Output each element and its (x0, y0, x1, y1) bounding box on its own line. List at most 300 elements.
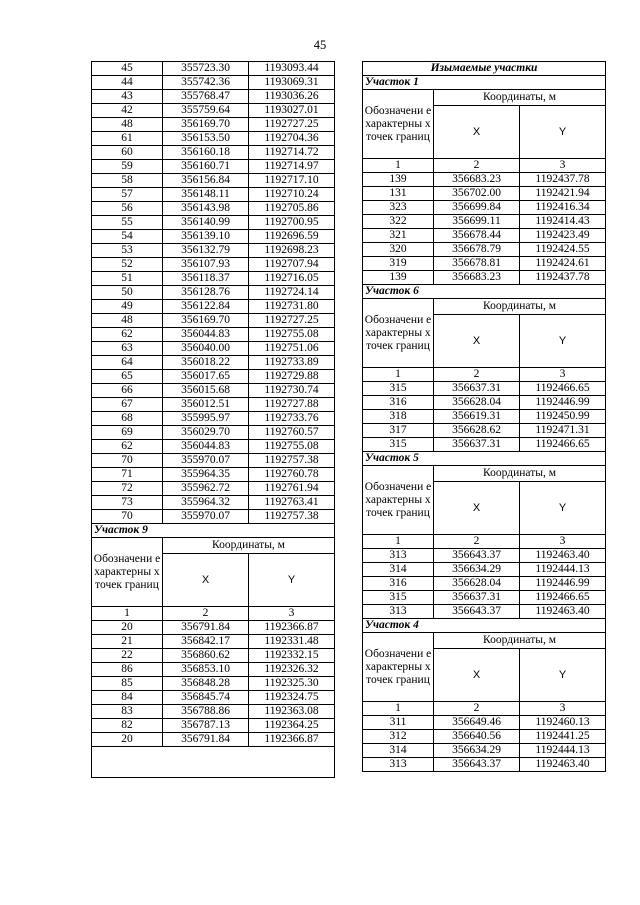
section-title: Участок 4 (363, 619, 606, 633)
coordinates-header: Координаты, м (163, 538, 335, 554)
column-number-row (363, 159, 606, 173)
table-row (92, 62, 335, 76)
x-coordinate-cell: 356637.31 (434, 382, 520, 396)
x-coordinate-cell: 356702.00 (434, 187, 520, 201)
y-coordinate-cell: 1192460.13 (520, 716, 606, 730)
x-coordinate-cell: 356169.70 (163, 314, 249, 328)
y-coordinate-cell: 1192326.32 (249, 663, 335, 677)
table-row (92, 454, 335, 468)
x-coordinate-cell: 356640.56 (434, 730, 520, 744)
y-coordinate-cell: 1192714.72 (249, 146, 335, 160)
x-header: X (163, 554, 249, 607)
x-coordinate-cell: 356139.10 (163, 230, 249, 244)
y-header: Y (520, 315, 606, 368)
table-row (92, 510, 335, 524)
point-number-cell: 60 (92, 146, 163, 160)
y-coordinate-cell: 1192466.65 (520, 591, 606, 605)
table-row (92, 635, 335, 649)
page-number: 45 (313, 38, 327, 52)
column-number: 3 (520, 535, 606, 549)
y-header: Y (520, 649, 606, 702)
x-coordinate-cell: 356044.83 (163, 328, 249, 342)
table-row (92, 398, 335, 412)
x-coordinate-cell: 356018.22 (163, 356, 249, 370)
point-number-cell: 322 (363, 215, 434, 229)
point-number-cell: 42 (92, 104, 163, 118)
designation-header: Обозначени е характерны х точек границ (363, 466, 434, 535)
table-row (92, 482, 335, 496)
y-coordinate-cell: 1193027.01 (249, 104, 335, 118)
point-number-cell: 48 (92, 118, 163, 132)
x-coordinate-cell: 356637.31 (434, 591, 520, 605)
point-number-cell: 68 (92, 412, 163, 426)
x-coordinate-cell: 356678.81 (434, 257, 520, 271)
x-coordinate-cell: 356118.37 (163, 272, 249, 286)
y-coordinate-cell: 1192363.08 (249, 705, 335, 719)
table-row (92, 230, 335, 244)
x-coordinate-cell: 356634.29 (434, 563, 520, 577)
table-row (363, 229, 606, 243)
point-number-cell: 65 (92, 370, 163, 384)
x-coordinate-cell: 356787.13 (163, 719, 249, 733)
y-coordinate-cell: 1192332.15 (249, 649, 335, 663)
point-number-cell: 62 (92, 328, 163, 342)
table-row (92, 677, 335, 691)
x-coordinate-cell: 355759.64 (163, 104, 249, 118)
point-number-cell: 66 (92, 384, 163, 398)
header-row (363, 633, 606, 649)
y-coordinate-cell: 1192446.99 (520, 396, 606, 410)
table-row (92, 118, 335, 132)
y-coordinate-cell: 1192696.59 (249, 230, 335, 244)
point-number-cell: 21 (92, 635, 163, 649)
point-number-cell: 314 (363, 744, 434, 758)
column-number: 2 (434, 702, 520, 716)
point-number-cell: 131 (363, 187, 434, 201)
section-title: Участок 5 (363, 452, 606, 466)
table-row (92, 146, 335, 160)
point-number-cell: 69 (92, 426, 163, 440)
column-number-row (92, 607, 335, 621)
point-number-cell: 86 (92, 663, 163, 677)
y-coordinate-cell: 1192423.49 (520, 229, 606, 243)
table-row (363, 758, 606, 772)
table-row (363, 577, 606, 591)
left-coordinates-table (91, 61, 335, 778)
section-title: Участок 1 (363, 76, 606, 90)
y-header: Y (520, 106, 606, 159)
column-number: 3 (520, 159, 606, 173)
table-title-row (363, 62, 606, 76)
point-number-cell: 85 (92, 677, 163, 691)
x-coordinate-cell: 356132.79 (163, 244, 249, 258)
x-coordinate-cell: 356153.50 (163, 132, 249, 146)
x-header: X (434, 106, 520, 159)
y-coordinate-cell: 1192716.05 (249, 272, 335, 286)
point-number-cell: 51 (92, 272, 163, 286)
table-row (363, 424, 606, 438)
table-row (92, 132, 335, 146)
y-coordinate-cell: 1192331.48 (249, 635, 335, 649)
x-coordinate-cell: 356017.65 (163, 370, 249, 384)
point-number-cell: 316 (363, 577, 434, 591)
y-coordinate-cell: 1192707.94 (249, 258, 335, 272)
x-coordinate-cell: 356643.37 (434, 758, 520, 772)
table-row (92, 300, 335, 314)
x-coordinate-cell: 355995.97 (163, 412, 249, 426)
column-number: 2 (434, 368, 520, 382)
x-coordinate-cell: 356699.84 (434, 201, 520, 215)
y-coordinate-cell: 1192755.08 (249, 328, 335, 342)
x-coordinate-cell: 356107.93 (163, 258, 249, 272)
y-coordinate-cell: 1192450.99 (520, 410, 606, 424)
point-number-cell: 312 (363, 730, 434, 744)
point-number-cell: 22 (92, 649, 163, 663)
x-coordinate-cell: 356628.04 (434, 577, 520, 591)
x-coordinate-cell: 356678.79 (434, 243, 520, 257)
column-number: 2 (434, 535, 520, 549)
point-number-cell: 50 (92, 286, 163, 300)
table-row (92, 691, 335, 705)
table-row (92, 705, 335, 719)
x-coordinate-cell: 356156.84 (163, 174, 249, 188)
designation-header: Обозначени е характерны х точек границ (92, 538, 163, 607)
x-coordinate-cell: 356012.51 (163, 398, 249, 412)
table-row (92, 719, 335, 733)
empty-cell (92, 747, 335, 778)
table-row (92, 174, 335, 188)
y-coordinate-cell: 1192424.55 (520, 243, 606, 257)
table-row (363, 257, 606, 271)
x-coordinate-cell: 355723.30 (163, 62, 249, 76)
table-row (92, 440, 335, 454)
coordinates-header: Координаты, м (434, 633, 606, 649)
table-row (92, 216, 335, 230)
column-number-row (363, 702, 606, 716)
point-number-cell: 52 (92, 258, 163, 272)
section-title-row (363, 619, 606, 633)
y-coordinate-cell: 1192761.94 (249, 482, 335, 496)
y-coordinate-cell: 1192416.34 (520, 201, 606, 215)
x-coordinate-cell: 356628.62 (434, 424, 520, 438)
table-row (92, 468, 335, 482)
point-number-cell: 43 (92, 90, 163, 104)
x-coordinate-cell: 356853.10 (163, 663, 249, 677)
column-number: 3 (249, 607, 335, 621)
y-coordinate-cell: 1192763.41 (249, 496, 335, 510)
table-row (92, 496, 335, 510)
y-coordinate-cell: 1192424.61 (520, 257, 606, 271)
table-row (363, 410, 606, 424)
table-row (92, 76, 335, 90)
point-number-cell: 58 (92, 174, 163, 188)
y-coordinate-cell: 1192724.14 (249, 286, 335, 300)
y-header: Y (249, 554, 335, 607)
header-row (92, 538, 335, 554)
table-row (363, 201, 606, 215)
section-title-row (363, 76, 606, 90)
y-coordinate-cell: 1192727.25 (249, 118, 335, 132)
point-number-cell: 59 (92, 160, 163, 174)
point-number-cell: 314 (363, 563, 434, 577)
x-coordinate-cell: 356683.23 (434, 271, 520, 285)
header-row (363, 299, 606, 315)
y-coordinate-cell: 1192437.78 (520, 173, 606, 187)
y-coordinate-cell: 1192437.78 (520, 271, 606, 285)
x-coordinate-cell: 356634.29 (434, 744, 520, 758)
point-number-cell: 317 (363, 424, 434, 438)
table-title: Изымаемые участки (363, 62, 606, 76)
point-number-cell: 139 (363, 173, 434, 187)
point-number-cell: 70 (92, 510, 163, 524)
y-coordinate-cell: 1192704.36 (249, 132, 335, 146)
y-coordinate-cell: 1193036.26 (249, 90, 335, 104)
x-coordinate-cell: 356678.44 (434, 229, 520, 243)
y-coordinate-cell: 1192727.88 (249, 398, 335, 412)
section-title-row (363, 452, 606, 466)
x-coordinate-cell: 355964.35 (163, 468, 249, 482)
point-number-cell: 62 (92, 440, 163, 454)
x-coordinate-cell: 356842.17 (163, 635, 249, 649)
coordinates-header: Координаты, м (434, 466, 606, 482)
table-row (92, 621, 335, 635)
header-row (363, 90, 606, 106)
designation-header: Обозначени е характерны х точек границ (363, 633, 434, 702)
designation-header: Обозначени е характерны х точек границ (363, 90, 434, 159)
y-coordinate-cell: 1192698.23 (249, 244, 335, 258)
table-row (92, 370, 335, 384)
table-row (363, 744, 606, 758)
x-coordinate-cell: 356683.23 (434, 173, 520, 187)
point-number-cell: 320 (363, 243, 434, 257)
x-coordinate-cell: 355970.07 (163, 510, 249, 524)
y-coordinate-cell: 1192325.30 (249, 677, 335, 691)
x-coordinate-cell: 355970.07 (163, 454, 249, 468)
x-coordinate-cell: 356040.00 (163, 342, 249, 356)
point-number-cell: 318 (363, 410, 434, 424)
x-header: X (434, 315, 520, 368)
y-coordinate-cell: 1192466.65 (520, 382, 606, 396)
section-title: Участок 9 (92, 524, 335, 538)
y-coordinate-cell: 1192730.74 (249, 384, 335, 398)
point-number-cell: 313 (363, 549, 434, 563)
y-coordinate-cell: 1192444.13 (520, 744, 606, 758)
column-number: 3 (520, 368, 606, 382)
table-row (92, 412, 335, 426)
point-number-cell: 48 (92, 314, 163, 328)
column-number: 3 (520, 702, 606, 716)
y-coordinate-cell: 1192700.95 (249, 216, 335, 230)
y-coordinate-cell: 1192705.86 (249, 202, 335, 216)
point-number-cell: 56 (92, 202, 163, 216)
x-coordinate-cell: 355964.32 (163, 496, 249, 510)
header-row (363, 466, 606, 482)
y-coordinate-cell: 1192717.10 (249, 174, 335, 188)
table-row (92, 356, 335, 370)
x-coordinate-cell: 356044.83 (163, 440, 249, 454)
table-row (92, 160, 335, 174)
y-coordinate-cell: 1192760.57 (249, 426, 335, 440)
table-row (92, 342, 335, 356)
point-number-cell: 323 (363, 201, 434, 215)
y-coordinate-cell: 1192414.43 (520, 215, 606, 229)
x-coordinate-cell: 355742.36 (163, 76, 249, 90)
x-coordinate-cell: 356699.11 (434, 215, 520, 229)
x-coordinate-cell: 356143.98 (163, 202, 249, 216)
x-coordinate-cell: 356169.70 (163, 118, 249, 132)
table-row (363, 730, 606, 744)
table-row (92, 258, 335, 272)
table-row (92, 286, 335, 300)
column-number: 1 (92, 607, 163, 621)
column-number-row (363, 368, 606, 382)
y-coordinate-cell: 1193069.31 (249, 76, 335, 90)
x-coordinate-cell: 356140.99 (163, 216, 249, 230)
point-number-cell: 64 (92, 356, 163, 370)
point-number-cell: 313 (363, 605, 434, 619)
table-row (363, 173, 606, 187)
column-number: 1 (363, 702, 434, 716)
point-number-cell: 55 (92, 216, 163, 230)
table-row (92, 733, 335, 747)
column-number-row (363, 535, 606, 549)
column-number: 1 (363, 535, 434, 549)
y-coordinate-cell: 1193093.44 (249, 62, 335, 76)
x-coordinate-cell: 356860.62 (163, 649, 249, 663)
section-title-row (92, 524, 335, 538)
x-coordinate-cell: 356845.74 (163, 691, 249, 705)
y-coordinate-cell: 1192733.76 (249, 412, 335, 426)
point-number-cell: 321 (363, 229, 434, 243)
point-number-cell: 54 (92, 230, 163, 244)
x-coordinate-cell: 356628.04 (434, 396, 520, 410)
x-coordinate-cell: 356637.31 (434, 438, 520, 452)
coordinates-header: Координаты, м (434, 299, 606, 315)
x-header: X (434, 649, 520, 702)
y-coordinate-cell: 1192755.08 (249, 440, 335, 454)
table-row (92, 663, 335, 677)
column-number: 1 (363, 159, 434, 173)
table-row (92, 244, 335, 258)
y-coordinate-cell: 1192324.75 (249, 691, 335, 705)
right-coordinates-table (362, 61, 606, 772)
x-coordinate-cell: 356848.28 (163, 677, 249, 691)
table-row (363, 563, 606, 577)
x-coordinate-cell: 356643.37 (434, 549, 520, 563)
table-row (92, 426, 335, 440)
y-coordinate-cell: 1192727.25 (249, 314, 335, 328)
point-number-cell: 61 (92, 132, 163, 146)
point-number-cell: 70 (92, 454, 163, 468)
y-coordinate-cell: 1192757.38 (249, 510, 335, 524)
table-row (92, 384, 335, 398)
x-coordinate-cell: 355768.47 (163, 90, 249, 104)
table-row (363, 382, 606, 396)
table-row (363, 716, 606, 730)
x-coordinate-cell: 356619.31 (434, 410, 520, 424)
y-coordinate-cell: 1192731.80 (249, 300, 335, 314)
y-coordinate-cell: 1192446.99 (520, 577, 606, 591)
point-number-cell: 67 (92, 398, 163, 412)
column-number: 2 (163, 607, 249, 621)
y-coordinate-cell: 1192751.06 (249, 342, 335, 356)
point-number-cell: 73 (92, 496, 163, 510)
designation-header: Обозначени е характерны х точек границ (363, 299, 434, 368)
column-number: 2 (434, 159, 520, 173)
table-row (363, 396, 606, 410)
table-row (363, 243, 606, 257)
point-number-cell: 49 (92, 300, 163, 314)
y-coordinate-cell: 1192441.25 (520, 730, 606, 744)
table-row (92, 272, 335, 286)
point-number-cell: 84 (92, 691, 163, 705)
point-number-cell: 319 (363, 257, 434, 271)
section-title-row (363, 285, 606, 299)
y-coordinate-cell: 1192733.89 (249, 356, 335, 370)
table-row (363, 438, 606, 452)
x-coordinate-cell: 356791.84 (163, 733, 249, 747)
y-coordinate-cell: 1192471.31 (520, 424, 606, 438)
point-number-cell: 44 (92, 76, 163, 90)
x-coordinate-cell: 356128.76 (163, 286, 249, 300)
point-number-cell: 20 (92, 621, 163, 635)
x-coordinate-cell: 356649.46 (434, 716, 520, 730)
table-row (363, 271, 606, 285)
y-coordinate-cell: 1192466.65 (520, 438, 606, 452)
point-number-cell: 82 (92, 719, 163, 733)
y-coordinate-cell: 1192444.13 (520, 563, 606, 577)
table-row (92, 104, 335, 118)
y-coordinate-cell: 1192463.40 (520, 605, 606, 619)
y-coordinate-cell: 1192364.25 (249, 719, 335, 733)
point-number-cell: 315 (363, 591, 434, 605)
y-coordinate-cell: 1192366.87 (249, 733, 335, 747)
point-number-cell: 63 (92, 342, 163, 356)
point-number-cell: 57 (92, 188, 163, 202)
point-number-cell: 311 (363, 716, 434, 730)
table-row (363, 215, 606, 229)
point-number-cell: 71 (92, 468, 163, 482)
table-row (92, 314, 335, 328)
y-coordinate-cell: 1192710.24 (249, 188, 335, 202)
point-number-cell: 316 (363, 396, 434, 410)
y-coordinate-cell: 1192463.40 (520, 758, 606, 772)
table-row (92, 649, 335, 663)
table-row (92, 202, 335, 216)
x-header: X (434, 482, 520, 535)
y-coordinate-cell: 1192366.87 (249, 621, 335, 635)
x-coordinate-cell: 356788.86 (163, 705, 249, 719)
empty-row (92, 747, 335, 778)
y-coordinate-cell: 1192757.38 (249, 454, 335, 468)
point-number-cell: 139 (363, 271, 434, 285)
x-coordinate-cell: 355962.72 (163, 482, 249, 496)
point-number-cell: 45 (92, 62, 163, 76)
table-row (92, 188, 335, 202)
y-coordinate-cell: 1192729.88 (249, 370, 335, 384)
table-row (363, 591, 606, 605)
x-coordinate-cell: 356029.70 (163, 426, 249, 440)
y-coordinate-cell: 1192463.40 (520, 549, 606, 563)
point-number-cell: 72 (92, 482, 163, 496)
x-coordinate-cell: 356148.11 (163, 188, 249, 202)
point-number-cell: 315 (363, 438, 434, 452)
x-coordinate-cell: 356160.18 (163, 146, 249, 160)
table-row (92, 328, 335, 342)
point-number-cell: 315 (363, 382, 434, 396)
point-number-cell: 313 (363, 758, 434, 772)
table-row (363, 187, 606, 201)
